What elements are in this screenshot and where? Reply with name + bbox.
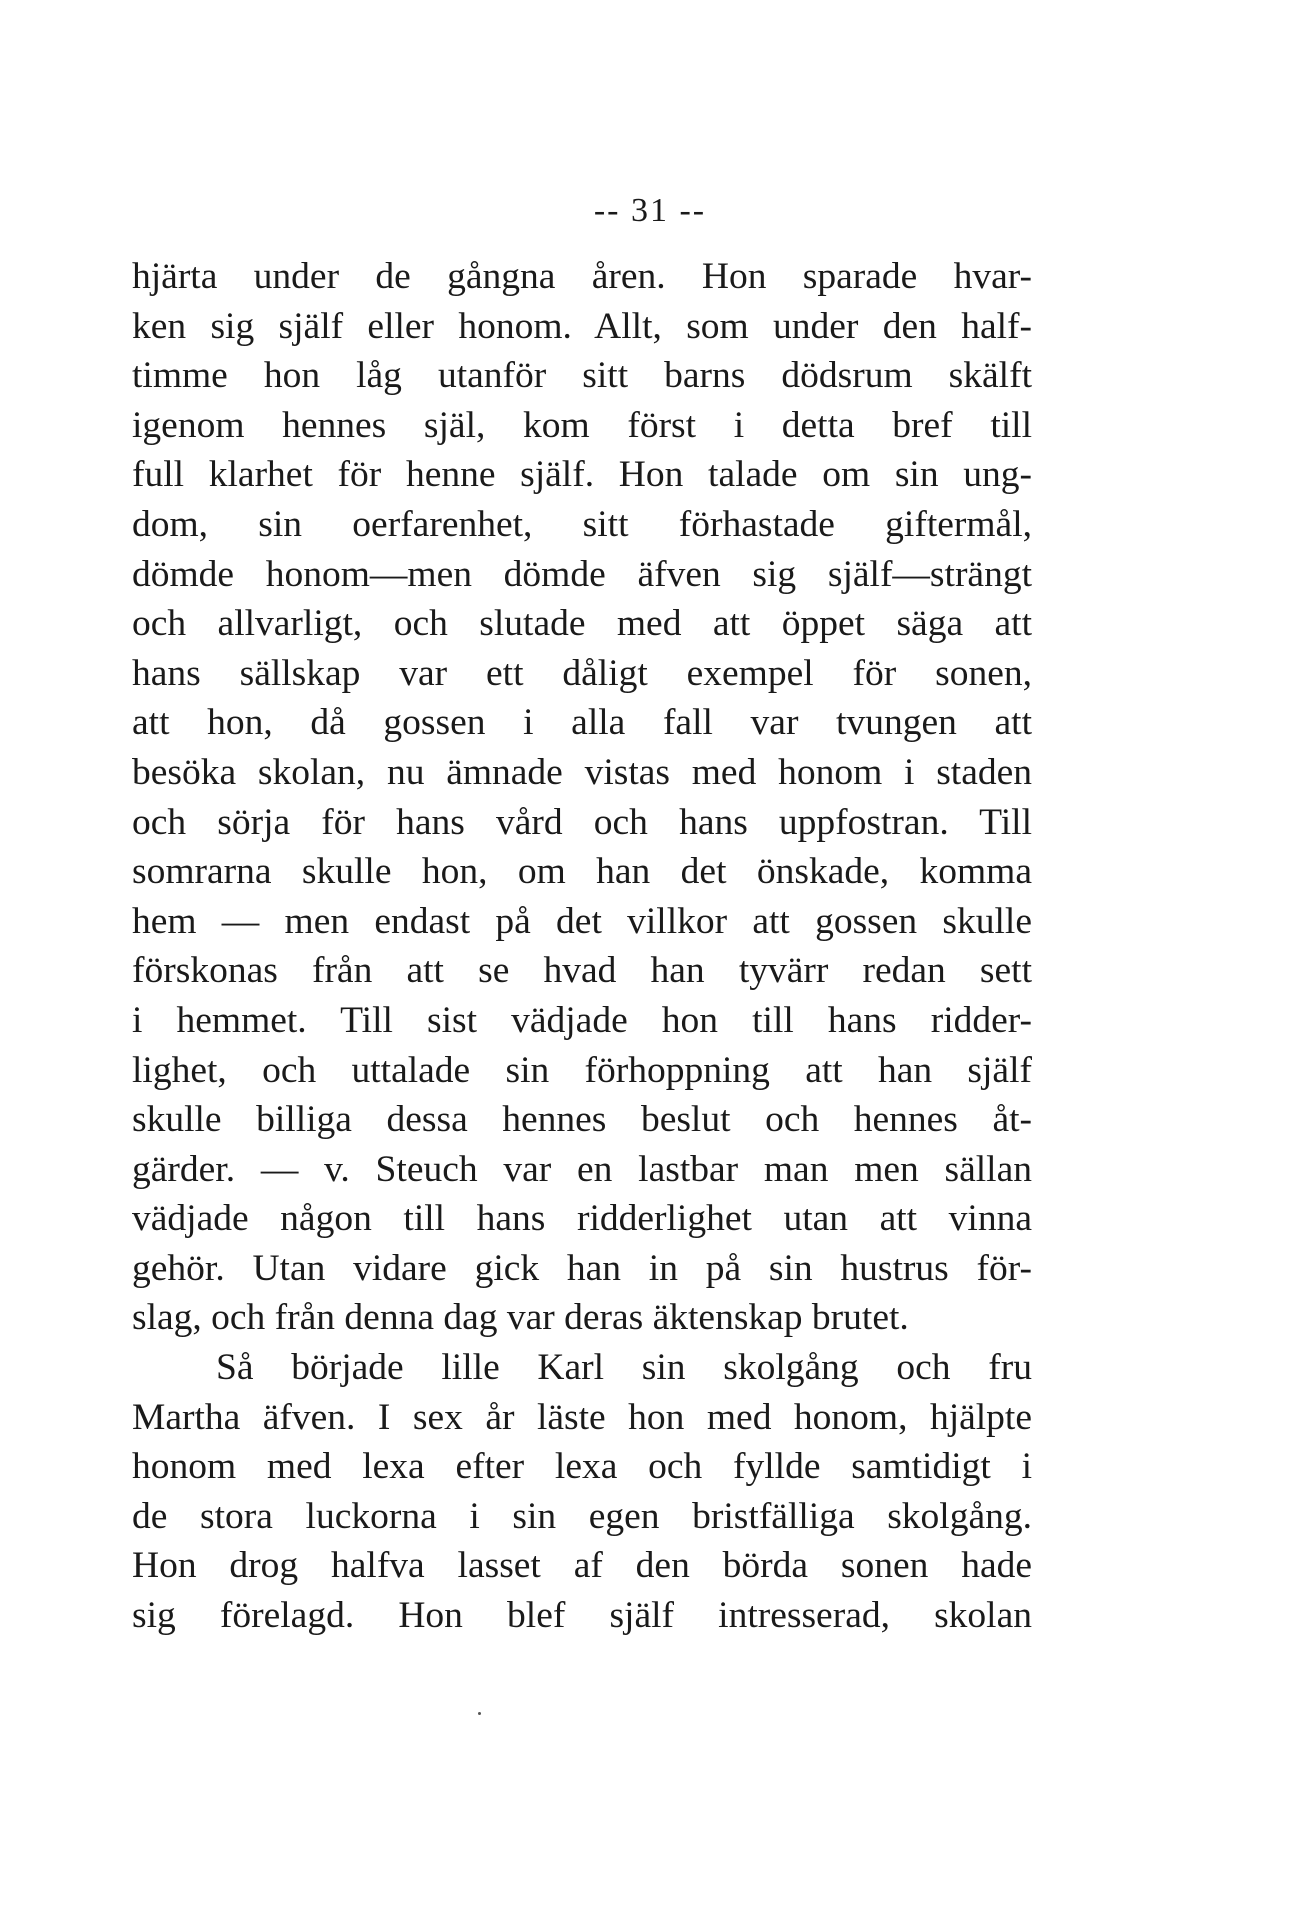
- text-line: gehör. Utan vidare gick han in på sin hustrus för-: [132, 1247, 1032, 1289]
- text-line: hem — men endast på det villkor att gossen skulle: [132, 900, 1032, 942]
- text-line: full klarhet för henne själf. Hon talade om sin ung-: [132, 454, 1032, 496]
- body-text: [132, 252, 1032, 1641]
- text-line: dom, sin oerfarenhet, sitt förhastade giftermål,: [132, 503, 1032, 545]
- text-line: skulle billiga dessa hennes beslut och hennes åt-: [132, 1099, 1032, 1141]
- text-line: hans sällskap var ett dåligt exempel för sonen,: [132, 652, 1032, 694]
- text-line: de stora luckorna i sin egen bristfälliga skolgång.: [132, 1495, 1032, 1537]
- text-line: i hemmet. Till sist vädjade hon till hans ridder-: [132, 999, 1032, 1041]
- text-line: honom med lexa efter lexa och fyllde samtidigt i: [132, 1446, 1032, 1488]
- text-line: besöka skolan, nu ämnade vistas med honom i staden: [132, 751, 1032, 793]
- text-line: hjärta under de gångna åren. Hon sparade hvar-: [132, 256, 1032, 297]
- text-line: lighet, och uttalade sin förhoppning att han själf: [132, 1049, 1032, 1091]
- text-line: och allvarligt, och slutade med att öppet säga att: [132, 603, 1032, 645]
- page-number: -- 31 --: [593, 192, 707, 229]
- text-line: vädjade någon till hans ridderlighet utan att vinna: [132, 1198, 1032, 1240]
- text-line: och sörja för hans vård och hans uppfostran. Till: [132, 801, 1032, 843]
- text-line: slag, och från denna dag var deras äktenskap brutet.: [132, 1297, 909, 1339]
- text-line: timme hon låg utanför sitt barns dödsrum skälft: [132, 355, 1032, 397]
- text-line: sig förelagd. Hon blef själf intresserad, skolan: [132, 1595, 1032, 1637]
- text-line: att hon, då gossen i alla fall var tvungen att: [132, 702, 1032, 744]
- text-line: Så började lille Karl sin skolgång och fru: [216, 1347, 1032, 1389]
- text-line: dömde honom—men dömde äfven sig själf—strängt: [132, 553, 1032, 595]
- text-line: gärder. — v. Steuch var en lastbar man men sällan: [132, 1148, 1032, 1190]
- text-line: Hon drog halfva lasset af den börda sonen hade: [132, 1545, 1032, 1587]
- text-line: Martha äfven. I sex år läste hon med honom, hjälpte: [132, 1396, 1032, 1438]
- text-line: igenom hennes själ, kom först i detta bref till: [132, 404, 1032, 446]
- ink-speck: [478, 1712, 481, 1715]
- text-line: förskonas från att se hvad han tyvärr redan sett: [132, 950, 1032, 992]
- text-line: somrarna skulle hon, om han det önskade, komma: [132, 851, 1032, 893]
- text-line: ken sig själf eller honom. Allt, som under den half-: [132, 305, 1032, 347]
